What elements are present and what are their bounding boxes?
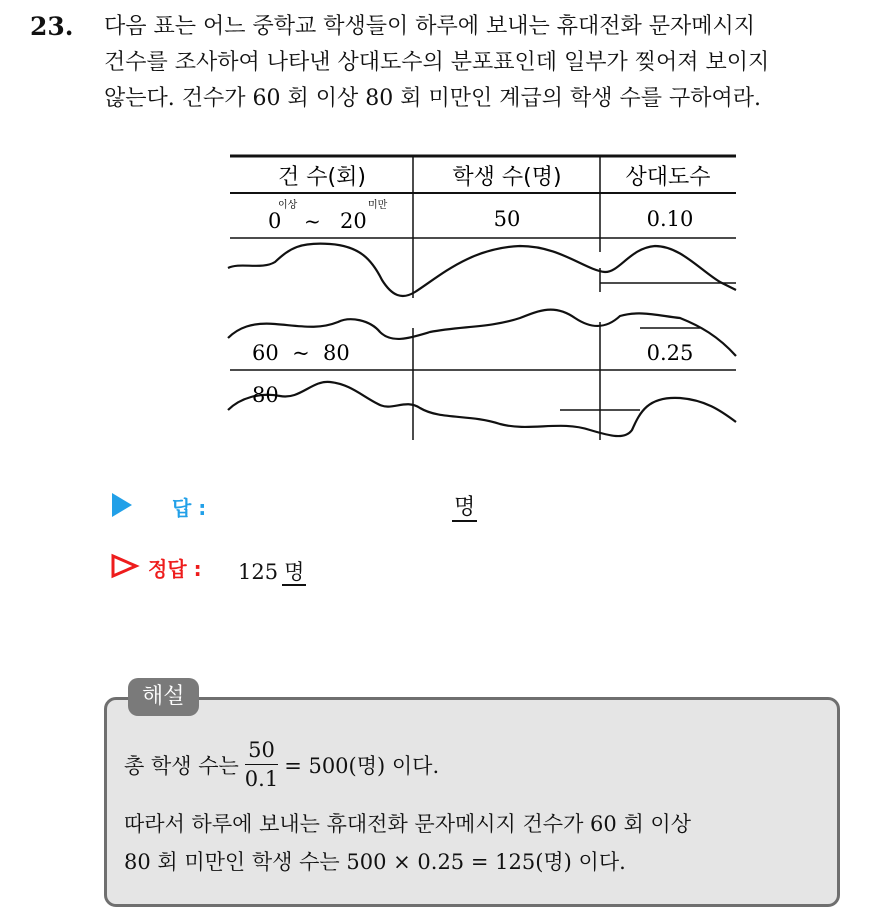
header-count: 건 수(회) — [278, 165, 366, 190]
torn-edge-1 — [228, 244, 736, 296]
solution-tag: 해설 — [128, 678, 199, 716]
torn-edge-3 — [228, 382, 736, 436]
row1-relative-frequency: 0.10 — [646, 207, 694, 231]
solution-line-3: 80 회 미만인 학생 수는 500 × 0.25 = 125(명) 이다. — [124, 850, 626, 874]
row3-from: 80 — [252, 383, 279, 407]
header-relative-frequency: 상대도수 — [625, 165, 711, 190]
correct-value: 125 — [238, 560, 279, 584]
row1-tilde: ~ — [304, 209, 321, 233]
fraction-denominator: 0.1 — [244, 767, 279, 791]
question-line-2: 건수를 조사하여 나타낸 상대도수의 분포표인데 일부가 찢어져 보이지 — [104, 50, 770, 75]
row2-range: 60 ~ 80 — [252, 341, 350, 365]
row1-from-sup: 이상 — [278, 200, 298, 211]
solution-line1-prefix: 총 학생 수는 — [124, 753, 239, 778]
question-line-3: 않는다. 건수가 60 회 이상 80 회 미만인 계급의 학생 수를 구하여라. — [104, 86, 761, 111]
solution-line-1 — [124, 736, 439, 793]
header-students: 학생 수(명) — [452, 165, 562, 190]
correct-triangle-icon — [110, 553, 140, 579]
question-number: 23. — [30, 12, 74, 41]
answer-label: 답 : — [172, 496, 207, 520]
question-line-1: 다음 표는 어느 중학교 학생들이 하루에 보내는 휴대전화 문자메시지 — [104, 14, 756, 39]
correct-label: 정답 : — [148, 557, 202, 581]
correct-answer — [238, 556, 306, 586]
row1-from: 0 — [268, 209, 282, 233]
row1-to: 20 — [340, 209, 367, 233]
row1-to-sup: 미만 — [368, 200, 388, 211]
solution-fraction — [245, 736, 278, 793]
row1-students: 50 — [493, 207, 521, 231]
answer-triangle-icon — [112, 493, 132, 517]
fraction-numerator: 50 — [245, 736, 278, 765]
row2-relative-frequency: 0.25 — [646, 341, 694, 365]
correct-unit: 명 — [284, 560, 305, 584]
solution-line1-suffix: = 500(명) 이다. — [284, 753, 440, 778]
solution-line-2: 따라서 하루에 보내는 휴대전화 문자메시지 건수가 60 회 이상 — [124, 812, 691, 836]
answer-unit: 명 — [454, 495, 476, 520]
answer-input[interactable] — [218, 486, 448, 520]
